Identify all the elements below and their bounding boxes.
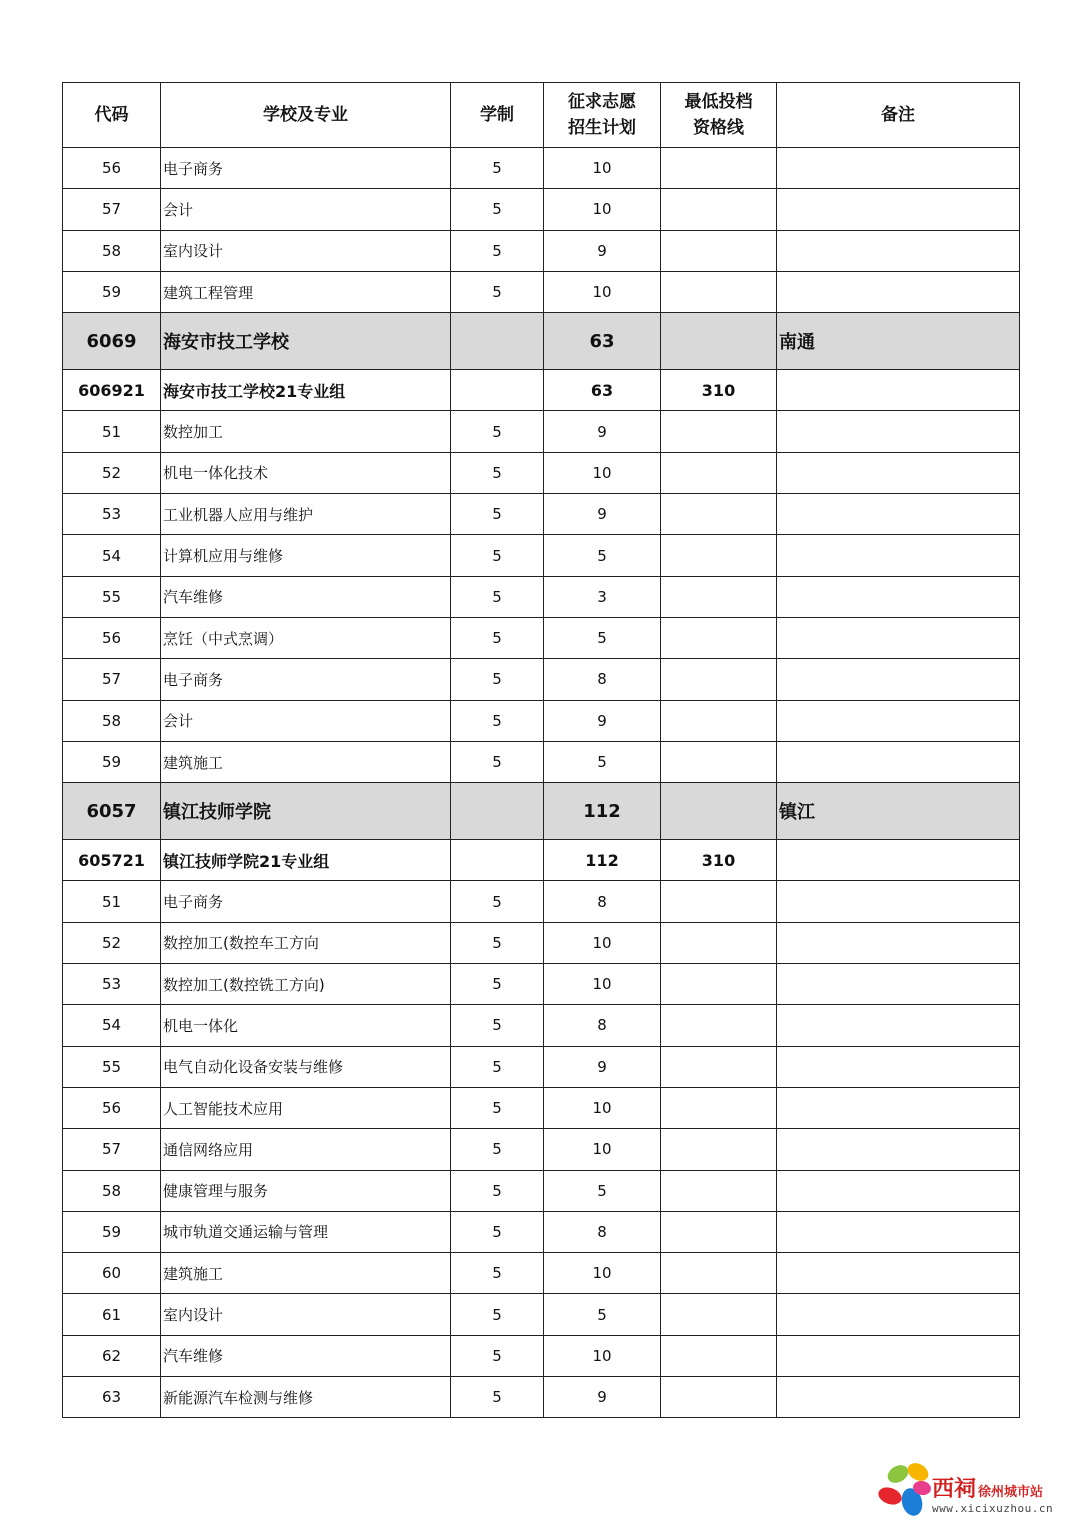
header-school: 学校及专业: [161, 83, 451, 148]
cell-years: 5: [451, 1170, 544, 1211]
header-note: 备注: [777, 83, 1020, 148]
enrollment-plan-table: [62, 82, 1020, 1418]
cell-minscore: [661, 1335, 777, 1376]
cell-note: [777, 741, 1020, 782]
table-row: [63, 535, 1020, 576]
cell-minscore: [661, 700, 777, 741]
cell-minscore: [661, 230, 777, 271]
cell-minscore: [661, 741, 777, 782]
cell-years: 5: [451, 1005, 544, 1046]
cell-minscore: 310: [661, 840, 777, 881]
cell-code: 56: [63, 148, 161, 189]
cell-note: [777, 411, 1020, 452]
header-row: [63, 83, 1020, 148]
table-row: [63, 1129, 1020, 1170]
cell-minscore: [661, 1253, 777, 1294]
cell-plan: 10: [544, 922, 661, 963]
cell-years: 5: [451, 535, 544, 576]
cell-name: 汽车维修: [161, 576, 451, 617]
cell-years: 5: [451, 1211, 544, 1252]
cell-code: 58: [63, 700, 161, 741]
cell-code: 63: [63, 1377, 161, 1418]
cell-plan: 8: [544, 1005, 661, 1046]
cell-note: [777, 1129, 1020, 1170]
table-row: [63, 1087, 1020, 1128]
cell-name: 建筑施工: [161, 741, 451, 782]
cell-minscore: [661, 881, 777, 922]
cell-code: 53: [63, 494, 161, 535]
header-minscore: [661, 83, 777, 148]
table-row: [63, 189, 1020, 230]
cell-years: 5: [451, 1377, 544, 1418]
cell-plan: 5: [544, 617, 661, 658]
cell-years: 5: [451, 1046, 544, 1087]
cell-plan: 10: [544, 964, 661, 1005]
cell-years: [451, 840, 544, 881]
cell-name: 城市轨道交通运输与管理: [161, 1211, 451, 1252]
cell-plan: 5: [544, 741, 661, 782]
school-row: [63, 783, 1020, 840]
cell-plan: 10: [544, 1253, 661, 1294]
cell-name: 电子商务: [161, 881, 451, 922]
cell-code: 57: [63, 189, 161, 230]
watermark: [876, 1458, 1072, 1522]
table-row: [63, 452, 1020, 493]
table-row: [63, 494, 1020, 535]
cell-name: 机电一体化技术: [161, 452, 451, 493]
cell-name: 电子商务: [161, 148, 451, 189]
cell-plan: 3: [544, 576, 661, 617]
cell-name: 计算机应用与维修: [161, 535, 451, 576]
cell-plan: 10: [544, 271, 661, 312]
cell-minscore: [661, 148, 777, 189]
cell-code: 59: [63, 741, 161, 782]
cell-name: 数控加工(数控车工方向: [161, 922, 451, 963]
cell-name: 建筑施工: [161, 1253, 451, 1294]
cell-code: 59: [63, 1211, 161, 1252]
table-row: [63, 964, 1020, 1005]
header-code: 代码: [63, 83, 161, 148]
cell-code: 62: [63, 1335, 161, 1376]
cell-name: 室内设计: [161, 1294, 451, 1335]
cell-code: 51: [63, 881, 161, 922]
cell-note: [777, 1294, 1020, 1335]
cell-minscore: [661, 1129, 777, 1170]
cell-note: [777, 840, 1020, 881]
group-row: [63, 840, 1020, 881]
cell-minscore: [661, 1211, 777, 1252]
cell-minscore: [661, 1046, 777, 1087]
cell-note: [777, 148, 1020, 189]
cell-plan: 112: [544, 840, 661, 881]
cell-name: 数控加工(数控铣工方向): [161, 964, 451, 1005]
cell-years: 5: [451, 700, 544, 741]
cell-minscore: [661, 1294, 777, 1335]
cell-years: 5: [451, 881, 544, 922]
cell-name: 工业机器人应用与维护: [161, 494, 451, 535]
cell-plan: 9: [544, 230, 661, 271]
cell-note: [777, 189, 1020, 230]
cell-name: 镇江技师学院: [161, 783, 451, 840]
cell-plan: 63: [544, 370, 661, 411]
cell-minscore: 310: [661, 370, 777, 411]
table-row: [63, 741, 1020, 782]
cell-minscore: [661, 494, 777, 535]
cell-note: [777, 535, 1020, 576]
cell-plan: 10: [544, 189, 661, 230]
cell-note: [777, 576, 1020, 617]
cell-note: [777, 271, 1020, 312]
cell-code: 53: [63, 964, 161, 1005]
table-row: [63, 271, 1020, 312]
cell-minscore: [661, 1005, 777, 1046]
cell-minscore: [661, 617, 777, 658]
cell-name: 汽车维修: [161, 1335, 451, 1376]
cell-name: 会计: [161, 189, 451, 230]
cell-plan: 10: [544, 1335, 661, 1376]
cell-name: 电子商务: [161, 659, 451, 700]
cell-note: [777, 881, 1020, 922]
watermark-brand: 西祠: [932, 1476, 977, 1502]
cell-note: [777, 700, 1020, 741]
cell-years: 5: [451, 1335, 544, 1376]
table-row: [63, 230, 1020, 271]
cell-minscore: [661, 1087, 777, 1128]
cell-note: [777, 1253, 1020, 1294]
cell-name: 烹饪（中式烹调）: [161, 617, 451, 658]
cell-code: 6057: [63, 783, 161, 840]
table-body: [63, 148, 1020, 1418]
group-row: [63, 370, 1020, 411]
pinwheel-logo-icon: [876, 1458, 938, 1520]
header-minscore-text: 最低投档 资格线: [684, 92, 753, 138]
cell-plan: 10: [544, 1129, 661, 1170]
cell-plan: 9: [544, 1377, 661, 1418]
cell-plan: 9: [544, 700, 661, 741]
cell-note: [777, 1335, 1020, 1376]
school-row: [63, 313, 1020, 370]
cell-years: 5: [451, 741, 544, 782]
cell-code: 61: [63, 1294, 161, 1335]
header-years: 学制: [451, 83, 544, 148]
cell-minscore: [661, 922, 777, 963]
cell-code: 57: [63, 1129, 161, 1170]
cell-years: 5: [451, 148, 544, 189]
cell-note: [777, 1046, 1020, 1087]
cell-minscore: [661, 535, 777, 576]
table-row: [63, 148, 1020, 189]
cell-plan: 5: [544, 535, 661, 576]
cell-plan: 10: [544, 148, 661, 189]
cell-plan: 8: [544, 659, 661, 700]
cell-code: 606921: [63, 370, 161, 411]
cell-minscore: [661, 313, 777, 370]
cell-name: 人工智能技术应用: [161, 1087, 451, 1128]
cell-code: 56: [63, 617, 161, 658]
cell-years: 5: [451, 1294, 544, 1335]
cell-code: 52: [63, 922, 161, 963]
cell-plan: 9: [544, 411, 661, 452]
cell-note: [777, 1005, 1020, 1046]
cell-code: 60: [63, 1253, 161, 1294]
table-row: [63, 411, 1020, 452]
cell-years: [451, 783, 544, 840]
cell-code: 55: [63, 1046, 161, 1087]
cell-name: 通信网络应用: [161, 1129, 451, 1170]
table-row: [63, 1253, 1020, 1294]
table-row: [63, 659, 1020, 700]
cell-code: 56: [63, 1087, 161, 1128]
cell-minscore: [661, 964, 777, 1005]
cell-minscore: [661, 189, 777, 230]
cell-plan: 9: [544, 1046, 661, 1087]
cell-name: 会计: [161, 700, 451, 741]
cell-note: [777, 452, 1020, 493]
cell-years: 5: [451, 230, 544, 271]
cell-plan: 8: [544, 881, 661, 922]
cell-plan: 9: [544, 494, 661, 535]
header-plan: [544, 83, 661, 148]
cell-code: 59: [63, 271, 161, 312]
cell-minscore: [661, 1170, 777, 1211]
cell-code: 51: [63, 411, 161, 452]
cell-note: [777, 964, 1020, 1005]
cell-minscore: [661, 271, 777, 312]
cell-note: [777, 370, 1020, 411]
table-row: [63, 922, 1020, 963]
cell-plan: 63: [544, 313, 661, 370]
table-row: [63, 1211, 1020, 1252]
cell-years: 5: [451, 189, 544, 230]
cell-code: 55: [63, 576, 161, 617]
watermark-city: 徐州城市站: [978, 1485, 1044, 1500]
cell-years: 5: [451, 1253, 544, 1294]
cell-name: 海安市技工学校: [161, 313, 451, 370]
cell-name: 机电一体化: [161, 1005, 451, 1046]
cell-name: 镇江技师学院21专业组: [161, 840, 451, 881]
cell-plan: 10: [544, 1087, 661, 1128]
cell-code: 58: [63, 230, 161, 271]
cell-plan: 10: [544, 452, 661, 493]
cell-name: 建筑工程管理: [161, 271, 451, 312]
cell-years: 5: [451, 494, 544, 535]
cell-note: [777, 494, 1020, 535]
cell-note: [777, 1377, 1020, 1418]
cell-years: 5: [451, 1129, 544, 1170]
cell-code: 6069: [63, 313, 161, 370]
cell-years: 5: [451, 576, 544, 617]
cell-plan: 8: [544, 1211, 661, 1252]
cell-code: 605721: [63, 840, 161, 881]
cell-minscore: [661, 783, 777, 840]
watermark-title: [932, 1472, 1043, 1503]
cell-code: 54: [63, 1005, 161, 1046]
cell-note: [777, 1211, 1020, 1252]
table-row: [63, 617, 1020, 658]
table-row: [63, 1377, 1020, 1418]
cell-code: 52: [63, 452, 161, 493]
cell-note: [777, 617, 1020, 658]
cell-years: 5: [451, 452, 544, 493]
cell-note: [777, 1170, 1020, 1211]
cell-years: 5: [451, 964, 544, 1005]
cell-years: 5: [451, 617, 544, 658]
cell-years: 5: [451, 411, 544, 452]
table-row: [63, 1046, 1020, 1087]
cell-note: [777, 659, 1020, 700]
cell-note: [777, 230, 1020, 271]
header-plan-text: 征求志愿 招生计划: [568, 92, 636, 138]
cell-name: 新能源汽车检测与维修: [161, 1377, 451, 1418]
cell-name: 室内设计: [161, 230, 451, 271]
table-row: [63, 881, 1020, 922]
cell-minscore: [661, 659, 777, 700]
cell-years: 5: [451, 922, 544, 963]
cell-code: 54: [63, 535, 161, 576]
table-row: [63, 700, 1020, 741]
cell-years: [451, 313, 544, 370]
cell-minscore: [661, 411, 777, 452]
cell-code: 58: [63, 1170, 161, 1211]
cell-name: 健康管理与服务: [161, 1170, 451, 1211]
cell-note: [777, 1087, 1020, 1128]
table-row: [63, 1005, 1020, 1046]
cell-minscore: [661, 1377, 777, 1418]
cell-note: [777, 922, 1020, 963]
cell-minscore: [661, 576, 777, 617]
table-row: [63, 1170, 1020, 1211]
table-row: [63, 576, 1020, 617]
cell-plan: 5: [544, 1170, 661, 1211]
cell-code: 57: [63, 659, 161, 700]
cell-name: 海安市技工学校21专业组: [161, 370, 451, 411]
cell-name: 电气自动化设备安装与维修: [161, 1046, 451, 1087]
cell-note: 镇江: [777, 783, 1020, 840]
cell-years: [451, 370, 544, 411]
cell-years: 5: [451, 271, 544, 312]
cell-years: 5: [451, 659, 544, 700]
table-row: [63, 1294, 1020, 1335]
watermark-url: www.xicixuzhou.cn: [932, 1502, 1054, 1515]
table-row: [63, 1335, 1020, 1376]
cell-plan: 5: [544, 1294, 661, 1335]
cell-years: 5: [451, 1087, 544, 1128]
cell-minscore: [661, 452, 777, 493]
cell-plan: 112: [544, 783, 661, 840]
cell-name: 数控加工: [161, 411, 451, 452]
cell-note: 南通: [777, 313, 1020, 370]
